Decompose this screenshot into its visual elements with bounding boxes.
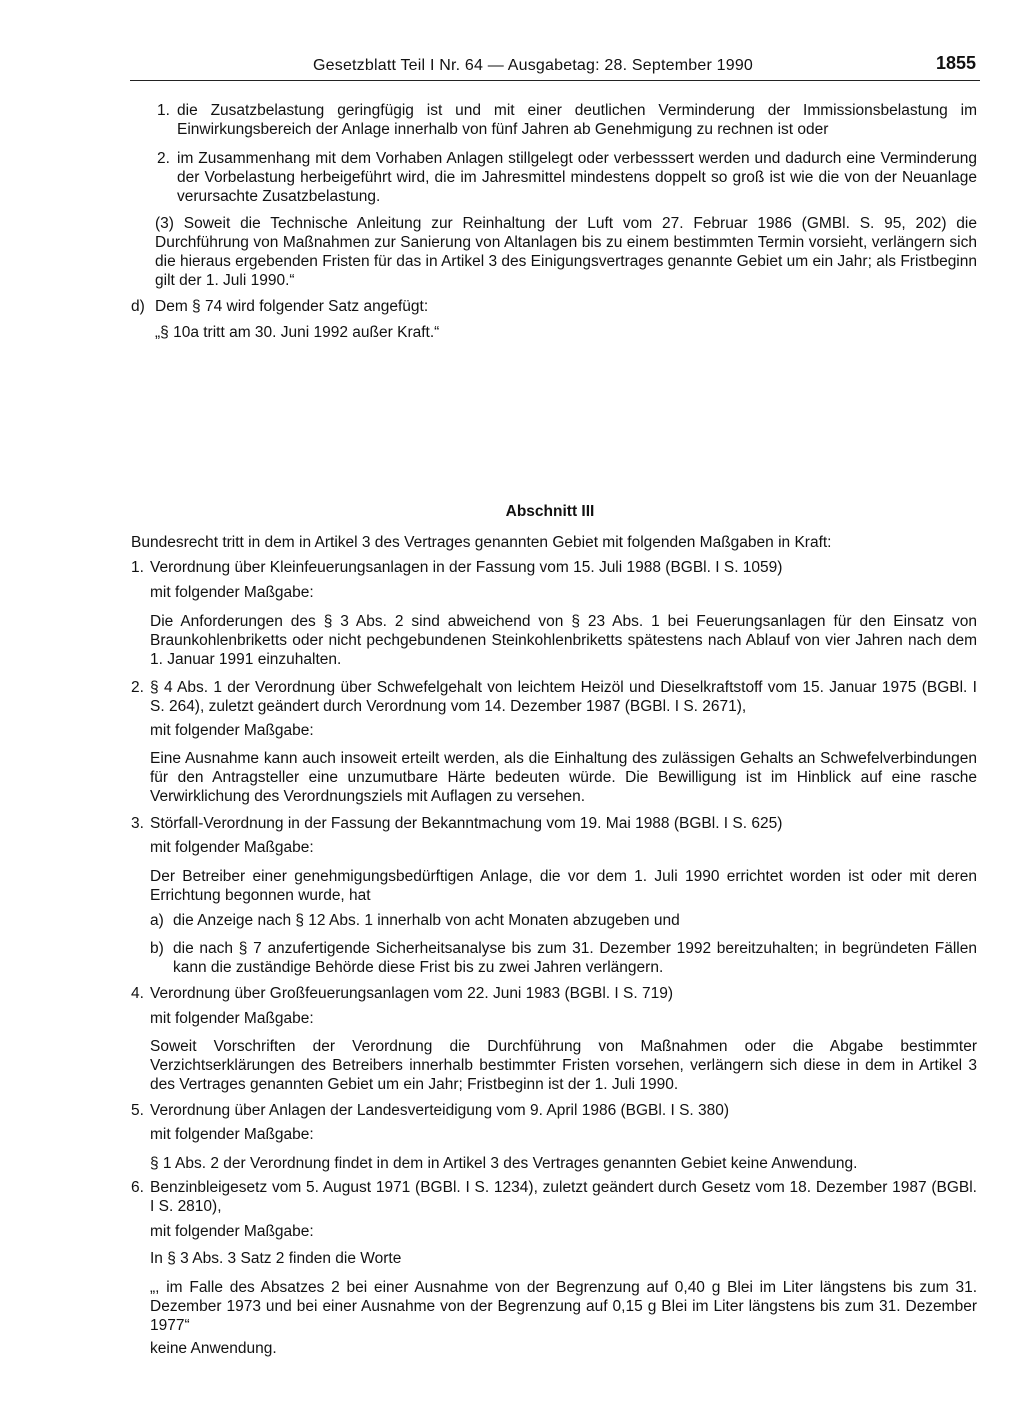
list-number: 1. [157, 102, 170, 119]
item-title: Verordnung über Großfeuerungsanlagen vom 22. Juni 1983 (BGBl. I S. 719) [150, 985, 674, 1002]
item-body: Soweit Vorschriften der Verordnung die Durchführung von Maßnahmen oder die Abgabe bestimmter Verzichtserklärungen des Betreibers innerhalb bestimmter Fristen vorsehen, verlängern sich diese in dem in Artikel 3 des Vertrages genannten Gebiet um ein Jahr; Fristbeginn ist der 1. Juli 1990. [150, 1038, 977, 1093]
item-d-text: Dem § 74 wird folgender Satz angefügt: [155, 298, 429, 315]
item-body: Die Anforderungen des § 3 Abs. 2 sind abweichend von § 23 Abs. 1 bei Feuerungsanlagen für den Einsatz von Braunkohlenbriketts oder nicht pechgebundenen Steinkohlenbriketts spätestens nach Ablauf von vier Jahren nach dem 1. Januar 1991 einzuhalten. [150, 613, 977, 668]
quoted-text: „, im Falle des Absatzes 2 bei einer Ausnahme von der Begrenzung auf 0,40 g Blei im Liter längstens bis zum 31. Dezember 1973 und bei einer Ausnahme von der Begrenzung auf 0,15 g Blei im Liter längstens bis zum 31. Dezember 1977“ [150, 1279, 977, 1334]
page-header [130, 53, 980, 81]
sub-label: a) [150, 912, 164, 929]
item-title: Störfall-Verordnung in der Fassung der Bekanntmachung vom 19. Mai 1988 (BGBl. I S. 625) [150, 815, 783, 832]
item-body: Eine Ausnahme kann auch insoweit erteilt werden, als die Einhaltung des zulässigen Gehalts an Schwefelverbindungen für den Antragsteller eine unzumutbare Härte bedeuten würde. Die Bewilligung ist im Hinblick auf eine rasche Verwirklichung des Verordnungsziels mit Auflagen zu versehen. [150, 750, 977, 805]
item-end: keine Anwendung. [150, 1340, 277, 1357]
item-title: Verordnung über Kleinfeuerungsanlagen in der Fassung vom 15. Juli 1988 (BGBl. I S. 1059) [150, 559, 783, 576]
sub-item-text: die Anzeige nach § 12 Abs. 1 innerhalb von acht Monaten abzugeben und [173, 912, 680, 929]
list-item-text: im Zusammenhang mit dem Vorhaben Anlagen stillgelegt oder verbesssert werden und dadurch eine Verminderung der Vorbelastung herbeigeführt wird, die im Jahresmittel mindestens doppelt so groß ist wie die von der Neuanlage verursachte Zusatzbelastung. [177, 150, 977, 205]
item-label-d: d) [131, 298, 145, 315]
list-number: 3. [131, 815, 144, 832]
massgabe-label: mit folgender Maßgabe: [150, 1010, 314, 1027]
list-number: 5. [131, 1102, 144, 1119]
sub-item-text: die nach § 7 anzufertigende Sicherheitsanalyse bis zum 31. Dezember 1992 bereitzuhalten; in begründeten Fällen kann die zuständige Behörde diese Frist bis zu zwei Jahren verlängern. [173, 940, 977, 976]
massgabe-label: mit folgender Maßgabe: [150, 1223, 314, 1240]
item-title: Verordnung über Anlagen der Landesverteidigung vom 9. April 1986 (BGBl. I S. 380) [150, 1102, 730, 1119]
item-title: Benzinbleigesetz vom 5. August 1971 (BGBl. I S. 1234), zuletzt geändert durch Gesetz vom 18. Dezember 1987 (BGBl. I S. 2810), [150, 1179, 977, 1215]
page-number: 1855 [935, 53, 976, 73]
section-heading: Abschnitt III [505, 503, 595, 520]
sub-label: b) [150, 940, 164, 957]
list-number: 4. [131, 985, 144, 1002]
list-number: 1. [131, 559, 144, 576]
paragraph-3: (3) Soweit die Technische Anleitung zur Reinhaltung der Luft vom 27. Februar 1986 (GMBl. S. 95, 202) die Durchführung von Maßnahmen zur Sanierung von Altanlagen bis zu einem bestimmten Termin vorsieht, verlängern sich die hieraus ergebenden Fristen für das in Artikel 3 des Einigungsvertrages genannte Gebiet um ein Jahr; als Fristbeginn gilt der 1. Juli 1990.“ [155, 215, 977, 289]
item-body: § 1 Abs. 2 der Verordnung findet in dem in Artikel 3 des Vertrages genannten Gebiet keine Anwendung. [150, 1155, 858, 1172]
massgabe-label: mit folgender Maßgabe: [150, 839, 314, 856]
massgabe-label: mit folgender Maßgabe: [150, 1126, 314, 1143]
header-title: Gesetzblatt Teil I Nr. 64 — Ausgabetag: 28. September 1990 [313, 57, 754, 74]
list-item-text: die Zusatzbelastung geringfügig ist und mit einer deutlichen Verminderung der Immissionsbelastung im Einwirkungsbereich der Anlage innerhalb von fünf Jahren ab Genehmigung zu rechnen ist oder [177, 102, 977, 138]
item-body: Der Betreiber einer genehmigungsbedürftigen Anlage, die vor dem 1. Juli 1990 errichtet worden ist oder mit deren Errichtung begonnen wurde, hat [150, 868, 977, 904]
massgabe-label: mit folgender Maßgabe: [150, 722, 314, 739]
item-title: § 4 Abs. 1 der Verordnung über Schwefelgehalt von leichtem Heizöl und Dieselkraftstoff vom 15. Januar 1975 (BGBl. I S. 264), zuletzt geändert durch Verordnung vom 14. Dezember 1987 (BGBl. I S. 2671), [150, 679, 977, 715]
list-number: 2. [131, 679, 144, 696]
massgabe-label: mit folgender Maßgabe: [150, 584, 314, 601]
list-number: 6. [131, 1179, 144, 1196]
item-body: In § 3 Abs. 3 Satz 2 finden die Worte [150, 1250, 402, 1267]
list-number: 2. [157, 150, 170, 167]
section-intro: Bundesrecht tritt in dem in Artikel 3 des Vertrages genannten Gebiet mit folgenden Maßgaben in Kraft: [131, 534, 832, 551]
item-d-quote: „§ 10a tritt am 30. Juni 1992 außer Kraft.“ [155, 324, 440, 341]
